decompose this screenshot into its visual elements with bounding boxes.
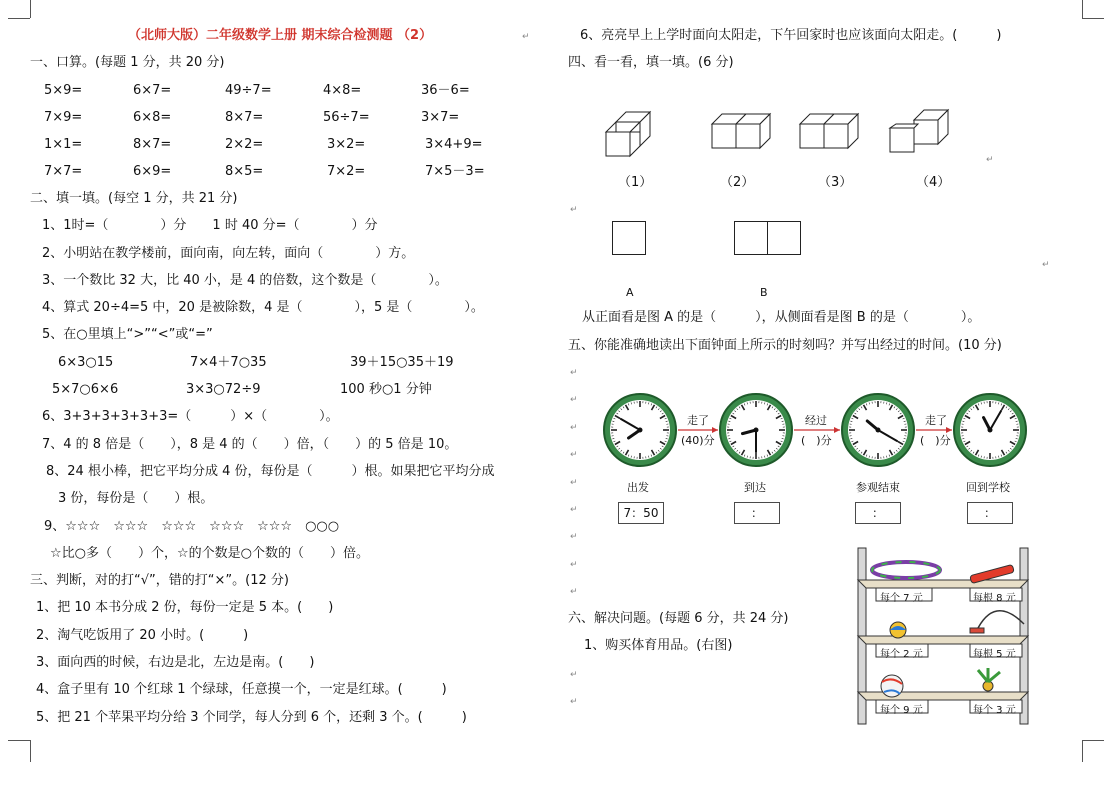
price-tag: 每根 5 元 <box>973 649 1016 660</box>
time-box[interactable]: ： <box>855 502 901 524</box>
jump-rope-icon <box>970 611 1024 633</box>
return-mark: ↵ <box>570 368 578 378</box>
return-mark: ↵ <box>570 587 578 597</box>
figure-label: （1） <box>618 175 653 190</box>
return-mark: ↵ <box>570 697 578 707</box>
clock-center <box>876 428 881 433</box>
judge-item: 4、盒子里有 10 个红球 1 个绿球，任意摸一个，一定是红球。( ) <box>36 682 447 697</box>
math-item: 6×8= <box>133 110 172 125</box>
math-item: 8×7= <box>225 110 264 125</box>
math-item: 8×7= <box>133 137 172 152</box>
section-4-heading: 四、看一看，填一填。(6 分) <box>568 55 734 70</box>
arrow-label-top: 走了 <box>925 414 947 427</box>
return-mark: ↵ <box>570 670 578 680</box>
clock-center <box>754 428 759 433</box>
clock-center <box>638 428 643 433</box>
view-label-a: A <box>626 286 634 299</box>
math-item: 56÷7= <box>323 110 370 125</box>
math-item: 3×2= <box>327 137 366 152</box>
compare-item: 39＋15○35＋19 <box>350 355 454 370</box>
question-text: 9、☆☆☆ ☆☆☆ ☆☆☆ ☆☆☆ ☆☆☆ ○○○ <box>44 519 340 534</box>
return-mark: ↵ <box>570 205 578 215</box>
time-box[interactable]: ： <box>734 502 780 524</box>
crop-mark <box>8 18 30 19</box>
question-text: 3、一个数比 32 大，比 40 小，是 4 的倍数，这个数是（ ）。 <box>42 273 448 288</box>
crop-mark <box>30 0 31 18</box>
clock-center <box>988 428 993 433</box>
crop-mark <box>8 740 30 741</box>
question-text: 从正面看是图 A 的是（ ），从侧面看是图 B 的是（ ）。 <box>582 310 981 325</box>
math-item: 7×2= <box>327 164 366 179</box>
return-mark: ↵ <box>522 32 530 42</box>
question-text: 2、小明站在教学楼前，面向南，向左转，面向（ ）方。 <box>42 246 415 261</box>
crop-mark <box>30 740 31 762</box>
figure-label: （3） <box>818 175 853 190</box>
return-mark: ↵ <box>570 505 578 515</box>
price-tag: 每根 8 元 <box>973 593 1016 604</box>
crop-mark <box>1082 0 1083 18</box>
math-item: 7×9= <box>44 110 83 125</box>
price-tag: 每个 3 元 <box>973 705 1016 716</box>
arrow-label-top: 走了 <box>687 414 709 427</box>
section-1-heading: 一、口算。(每题 1 分，共 20 分) <box>30 55 225 70</box>
crop-mark <box>1082 740 1083 762</box>
crop-mark <box>1082 18 1104 19</box>
cube-figure-2 <box>712 114 770 148</box>
figure-label: （2） <box>720 175 755 190</box>
clock-label: 出发 <box>627 481 649 494</box>
math-item: 6×9= <box>133 164 172 179</box>
view-label-b: B <box>760 286 768 299</box>
view-b-square-right <box>767 221 801 255</box>
clock-label: 参观结束 <box>856 481 900 494</box>
time-box: 7：50 <box>618 502 664 524</box>
return-mark: ↵ <box>570 478 578 488</box>
section-2-heading: 二、填一填。(每空 1 分，共 21 分) <box>30 191 238 206</box>
arrow-label-bottom: ( )分 <box>801 434 832 447</box>
cube-figures <box>600 108 980 166</box>
section-6-heading: 六、解决问题。(每题 6 分，共 24 分) <box>568 611 789 626</box>
compare-item: 100 秒○1 分钟 <box>340 382 432 397</box>
cube-figure-1 <box>606 112 650 156</box>
question-text: 6、亮亮早上上学时面向太阳走，下午回家时也应该面向太阳走。( ) <box>580 28 1002 43</box>
math-item: 3×4+9= <box>425 137 483 152</box>
judge-item: 5、把 21 个苹果平均分给 3 个同学，每人分到 6 个，还剩 3 个。( ) <box>36 710 467 725</box>
shuttlecock-icon <box>978 668 1000 691</box>
math-item: 8×5= <box>225 164 264 179</box>
math-item: 2×2= <box>225 137 264 152</box>
arrow-label-bottom: ( )分 <box>920 434 951 447</box>
question-text: 5、在○里填上“>”“<”或“=” <box>42 327 213 342</box>
compare-item: 3×3○72÷9 <box>186 382 261 397</box>
clock-label: 到达 <box>744 481 766 494</box>
question-text: 8、24 根小棒，把它平均分成 4 份，每份是（ ）根。如果把它平均分成 <box>46 464 495 479</box>
judge-item: 3、面向西的时候，右边是北，左边是南。( ) <box>36 655 315 670</box>
arrow-label-bottom: (40)分 <box>681 434 715 447</box>
math-item: 1×1= <box>44 137 83 152</box>
crop-mark <box>1082 740 1104 741</box>
clock-row <box>598 388 1038 472</box>
judge-item: 2、淘气吃饭用了 20 小时。( ) <box>36 628 249 643</box>
cube-figure-4 <box>890 110 948 152</box>
math-item: 4×8= <box>323 83 362 98</box>
price-tag: 每个 9 元 <box>880 705 923 716</box>
return-mark: ↵ <box>570 450 578 460</box>
view-b-square-left <box>734 221 768 255</box>
view-a-square <box>612 221 646 255</box>
question-text: 1、1时=（ ）分 1 时 40 分=（ ）分 <box>42 218 378 233</box>
return-mark: ↵ <box>570 423 578 433</box>
math-item: 3×7= <box>421 110 460 125</box>
question-text: 1、购买体育用品。(右图) <box>584 638 733 653</box>
compare-item: 7×4＋7○35 <box>190 355 267 370</box>
section-3-heading: 三、判断，对的打“√”，错的打“×”。(12 分) <box>30 573 289 588</box>
math-item: 7×7= <box>44 164 83 179</box>
price-tag: 每个 7 元 <box>880 593 923 604</box>
question-text: 7、4 的 8 倍是（ ），8 是 4 的（ ）倍，（ ）的 5 倍是 10。 <box>42 437 458 452</box>
math-item: 49÷7= <box>225 83 272 98</box>
judge-item: 1、把 10 本书分成 2 份，每份一定是 5 本。( ) <box>36 600 334 615</box>
section-5-heading: 五、你能准确地读出下面钟面上所示的时刻吗？并写出经过的时间。(10 分) <box>568 338 1002 353</box>
return-mark: ↵ <box>570 532 578 542</box>
return-mark: ↵ <box>570 560 578 570</box>
compare-item: 6×3○15 <box>58 355 114 370</box>
arrow-head <box>834 427 840 433</box>
question-text: 3 份，每份是（ ）根。 <box>58 491 214 506</box>
math-item: 36－6= <box>421 83 470 98</box>
arrow-label-top: 经过 <box>805 414 827 427</box>
return-mark: ↵ <box>1042 260 1050 270</box>
time-box[interactable]: ： <box>967 502 1013 524</box>
question-text: 6、3+3+3+3+3+3=（ ）×（ ）。 <box>42 409 339 424</box>
compare-item: 5×7○6×6 <box>52 382 119 397</box>
figure-label: （4） <box>916 175 951 190</box>
page-title: （北师大版）二年级数学上册 期末综合检测题 （2） <box>128 28 433 43</box>
cube-figure-3 <box>800 114 858 148</box>
question-text: ☆比○多（ ）个，☆的个数是○个数的（ ）倍。 <box>50 546 369 561</box>
math-item: 7×5－3= <box>425 164 485 179</box>
question-text: 4、算式 20÷4=5 中，20 是被除数，4 是（ ），5 是（ ）。 <box>42 300 484 315</box>
math-item: 6×7= <box>133 83 172 98</box>
clock-label: 回到学校 <box>966 481 1010 494</box>
return-mark: ↵ <box>570 395 578 405</box>
price-tag: 每个 2 元 <box>880 649 923 660</box>
return-mark: ↵ <box>986 155 994 165</box>
math-item: 5×9= <box>44 83 83 98</box>
